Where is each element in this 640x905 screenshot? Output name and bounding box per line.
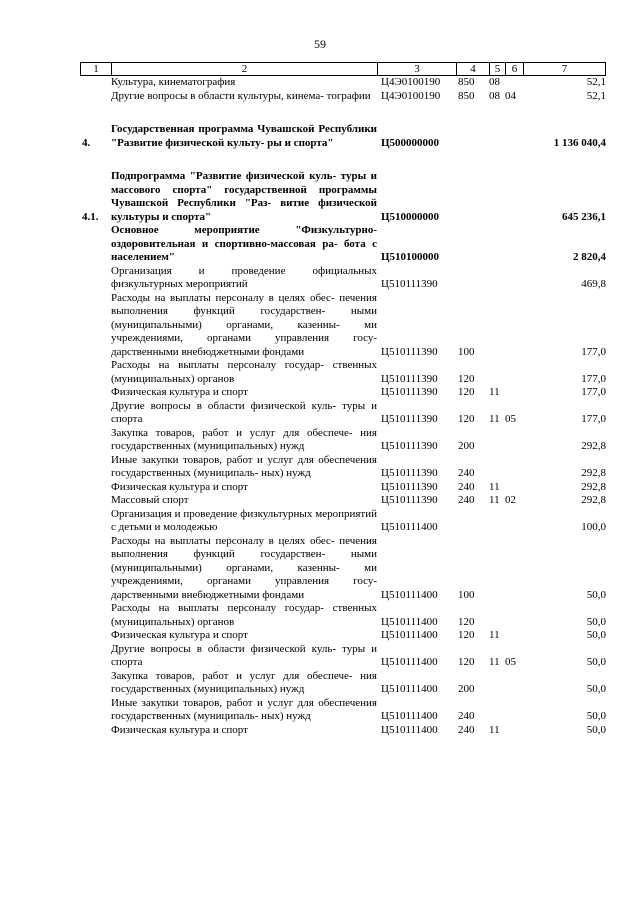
row-amount: 292,8: [581, 480, 606, 493]
table-row: [80, 494, 606, 508]
row-target-code: Ц510111400: [381, 656, 438, 668]
column-header-1: 1: [81, 63, 112, 76]
row-name: Организация и проведение физкультурных мероприятий с детьми и молодежью: [111, 507, 377, 533]
row-name: Иные закупки товаров, работ и услуг для обеспечения государственных (муниципаль- ных) нужд: [111, 696, 377, 722]
row-spacer: [80, 103, 606, 123]
table-row: [80, 359, 606, 386]
row-target-code: Ц510111400: [381, 683, 438, 695]
row-expense-type: 240: [458, 494, 475, 506]
row-amount: 2 820,4: [573, 251, 606, 263]
row-expense-type: 240: [458, 480, 475, 493]
row-amount: 177,0: [581, 372, 606, 385]
row-expense-type: 200: [458, 440, 475, 452]
table-row: [80, 400, 606, 427]
row-target-code: Ц510111390: [381, 440, 438, 452]
table-row: [80, 535, 606, 603]
row-expense-type: 240: [458, 723, 475, 736]
row-spacer: [80, 150, 606, 170]
row-section: 11: [489, 494, 500, 506]
row-target-code: Ц510111400: [381, 615, 438, 628]
row-amount: 645 236,1: [562, 210, 606, 223]
row-amount: 50,0: [586, 723, 606, 736]
row-expense-type: 120: [458, 386, 475, 398]
row-amount: 50,0: [586, 710, 606, 722]
column-header-6: 6: [506, 63, 524, 76]
table-row: [80, 629, 606, 643]
row-target-code: Ц510100000: [381, 251, 440, 263]
row-amount: 292,8: [581, 467, 606, 479]
row-target-code: Ц510111400: [381, 521, 438, 533]
row-name: Закупка товаров, работ и услуг для обеспече- ния государственных (муниципальных) нужд: [111, 426, 377, 452]
row-amount: 52,1: [586, 89, 606, 102]
table-row: [80, 670, 606, 697]
row-amount: 177,0: [581, 386, 606, 398]
row-name: Физическая культура и спорт: [111, 629, 248, 641]
table-row: [80, 386, 606, 400]
row-target-code: Ц510111390: [381, 345, 438, 358]
row-subsection: 05: [505, 656, 516, 668]
row-amount: 50,0: [586, 629, 606, 641]
row-amount: 177,0: [581, 413, 606, 425]
table-row: [80, 481, 606, 495]
table-row: [80, 697, 606, 724]
row-target-code: Ц510111390: [381, 278, 438, 290]
row-name: Расходы на выплаты персоналу в целях обес- печения выполнения функций государствен- ными (муниципальными) органами, казенны- ми учреждениями, органами управления госу- дарственными внебюджетными фондами: [111, 291, 377, 358]
row-expense-type: 240: [458, 467, 475, 479]
row-name: Физическая культура и спорт: [111, 723, 248, 736]
column-header-7: 7: [524, 63, 606, 76]
row-expense-type: 120: [458, 372, 475, 385]
row-amount: 100,0: [581, 521, 606, 533]
row-name: Другие вопросы в области физической куль- туры и спорта: [111, 642, 377, 668]
column-header-2: 2: [112, 63, 378, 76]
row-name: Расходы на выплаты персоналу в целях обес- печения выполнения функций государствен- ными (муниципальными) органами, казенны- ми учреждениями, органами управления госу- дарственными внебюджетными фондами: [111, 534, 377, 601]
row-name: Массовый спорт: [111, 494, 189, 506]
table-row: [80, 602, 606, 629]
row-amount: 177,0: [581, 345, 606, 358]
row-amount: 50,0: [586, 615, 606, 628]
row-amount: 50,0: [586, 683, 606, 695]
row-amount: 50,0: [586, 656, 606, 668]
table-row: [80, 643, 606, 670]
row-section: 08: [489, 89, 500, 102]
row-amount: 469,8: [581, 278, 606, 290]
row-expense-type: 200: [458, 683, 475, 695]
row-target-code: Ц510111400: [381, 723, 438, 736]
row-name: Расходы на выплаты персоналу государ- ственных (муниципальных) органов: [111, 602, 377, 628]
row-target-code: Ц510111400: [381, 629, 438, 641]
row-subsection: 04: [505, 89, 516, 102]
column-header-4: 4: [457, 63, 490, 76]
row-expense-type: 120: [458, 629, 475, 641]
table-row: [80, 123, 606, 150]
row-name: Подпрограмма "Развитие физической куль- туры и массового спорта" государственной программы Чувашской Республики "Раз- витие физической культуры и спорта": [111, 170, 377, 223]
row-expense-type: 240: [458, 710, 475, 722]
table-row: [80, 90, 606, 104]
row-section: 11: [489, 386, 500, 398]
row-name: Основное мероприятие "Физкультурно- оздоровительная и спортивно-массовая ра- бота с населением": [111, 224, 377, 263]
row-section: 11: [489, 480, 500, 493]
row-amount: 292,8: [581, 494, 606, 506]
row-name: Физическая культура и спорт: [111, 480, 248, 493]
table-row: [80, 292, 606, 360]
row-section: 11: [489, 629, 500, 641]
budget-table-body: [80, 76, 606, 737]
column-header-3: 3: [378, 63, 457, 76]
row-name: Закупка товаров, работ и услуг для обеспече- ния государственных (муниципальных) нужд: [111, 669, 377, 695]
row-section: 08: [489, 76, 500, 88]
table-row: [80, 76, 606, 90]
row-name: Иные закупки товаров, работ и услуг для обеспечения государственных (муниципаль- ных) нужд: [111, 453, 377, 479]
table-row: [80, 265, 606, 292]
row-expense-type: 100: [458, 345, 475, 358]
row-target-code: Ц510111390: [381, 372, 438, 385]
row-name: Другие вопросы в области культуры, кинема- тографии: [111, 89, 371, 102]
row-target-code: Ц4Э0100190: [381, 89, 441, 102]
row-expense-type: 100: [458, 588, 475, 601]
row-expense-type: 120: [458, 413, 475, 425]
column-header-5: 5: [490, 63, 506, 76]
table-row: [80, 724, 606, 738]
row-amount: 50,0: [586, 588, 606, 601]
table-row: [80, 454, 606, 481]
row-target-code: Ц4Э0100190: [381, 76, 441, 88]
row-expense-type: 850: [458, 89, 475, 102]
row-name: Физическая культура и спорт: [111, 386, 248, 398]
row-amount: 1 136 040,4: [553, 136, 606, 149]
column-header-row: [81, 63, 606, 76]
row-target-code: Ц510111390: [381, 413, 438, 425]
row-target-code: Ц510000000: [381, 210, 440, 223]
row-name: Организация и проведение официальных физкультурных мероприятий: [111, 264, 377, 290]
row-target-code: Ц510111390: [381, 386, 438, 398]
table-row: [80, 224, 606, 265]
row-amount: 292,8: [581, 440, 606, 452]
row-name: Культура, кинематография: [111, 76, 236, 88]
row-section: 11: [489, 656, 500, 668]
row-target-code: Ц510111400: [381, 710, 438, 722]
row-amount: 52,1: [586, 76, 606, 88]
table-row: [80, 508, 606, 535]
row-target-code: Ц510111390: [381, 480, 438, 493]
row-expense-type: 120: [458, 656, 475, 668]
row-subsection: 02: [505, 494, 516, 506]
row-name: Государственная программа Чувашской Республики "Развитие физической культу- ры и спорта": [111, 123, 377, 149]
page-number: 59: [314, 37, 326, 51]
row-target-code: Ц510111390: [381, 494, 438, 506]
table-row: [80, 170, 606, 224]
row-name: Другие вопросы в области физической куль- туры и спорта: [111, 399, 377, 425]
row-number: 4.1.: [82, 210, 99, 223]
row-section: 11: [489, 413, 500, 425]
row-section: 11: [489, 723, 500, 736]
row-target-code: Ц500000000: [381, 136, 440, 149]
row-expense-type: 850: [458, 76, 475, 88]
row-subsection: 05: [505, 413, 516, 425]
row-target-code: Ц510111390: [381, 467, 438, 479]
row-target-code: Ц510111400: [381, 588, 438, 601]
table-row: [80, 427, 606, 454]
row-number: 4.: [82, 136, 91, 149]
row-name: Расходы на выплаты персоналу государ- ственных (муниципальных) органов: [111, 359, 377, 385]
column-header-table: [80, 62, 606, 76]
row-expense-type: 120: [458, 615, 475, 628]
